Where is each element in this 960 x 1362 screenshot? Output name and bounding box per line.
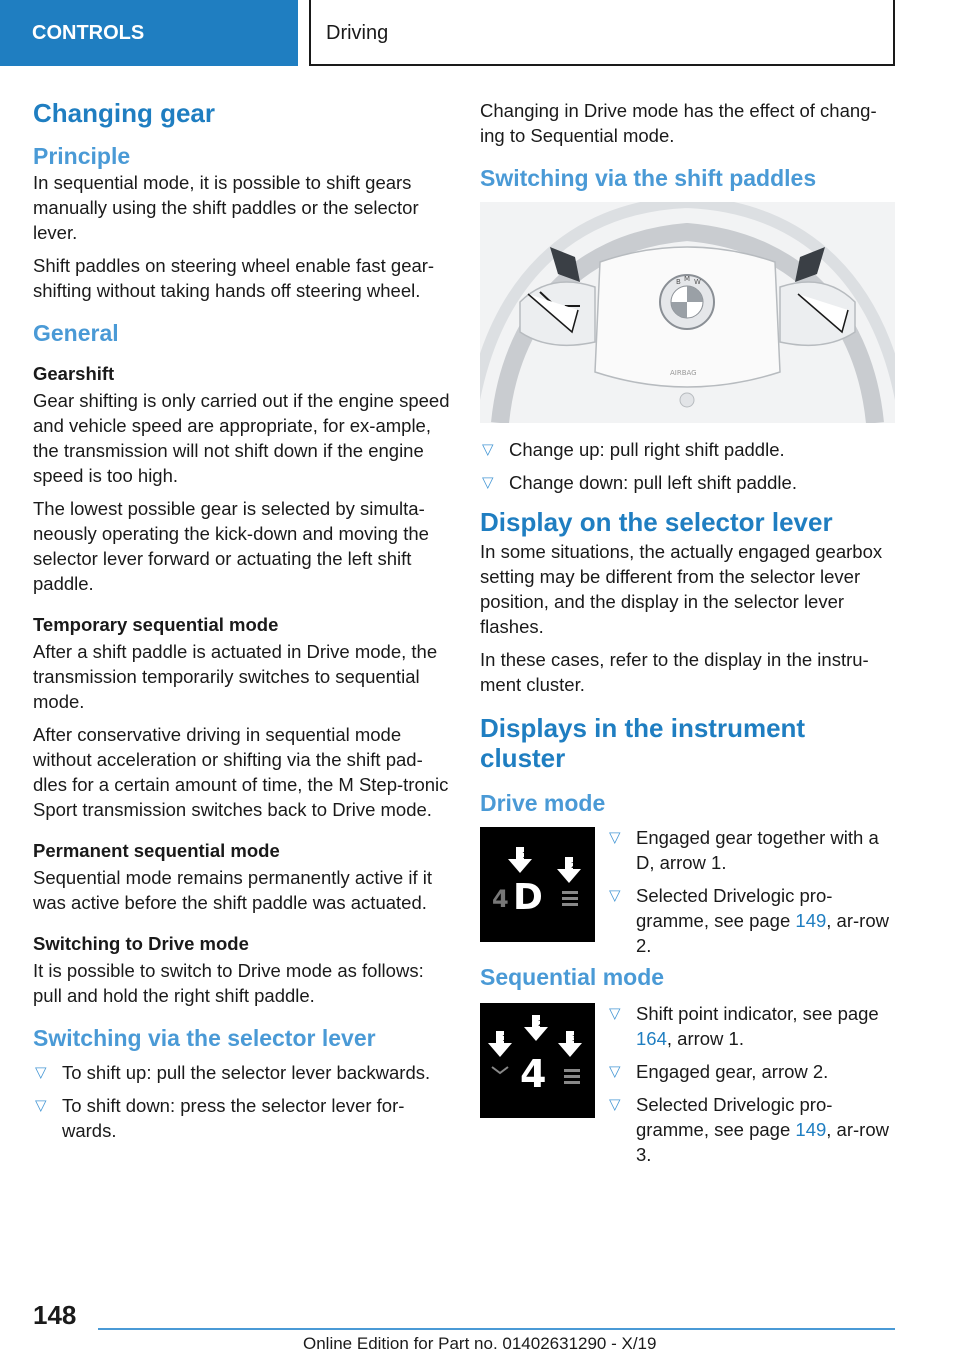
gear-number: 4	[492, 885, 509, 913]
logo-letter: M	[684, 275, 691, 283]
logo-letter: W	[694, 278, 701, 286]
sequential-mode-display	[480, 1003, 595, 1118]
list-item: ▽ Shift point indicator, see page 164, arrow 1.	[609, 1003, 879, 1049]
temporary-sequential-heading: Temporary sequential mode	[33, 614, 279, 635]
triangle-down-icon: ▽	[609, 829, 621, 846]
switch-drive-paragraph: It is possible to switch to Drive mode as follows: pull and hold the right shift paddle.	[33, 960, 424, 1006]
sequential-mode-heading: Sequential mode	[480, 964, 665, 990]
principle-paragraph-2: Shift paddles on steering wheel enable fast gear-shifting without taking hands off steering wheel.	[33, 255, 435, 301]
selector-display-paragraph-1: In some situations, the actually engaged gearbox setting may be different from the selector lever position, and the display in the selector lever flashes.	[480, 541, 883, 637]
gearshift-heading: Gearshift	[33, 363, 115, 384]
triangle-down-icon: ▽	[482, 441, 494, 458]
permanent-sequential-heading: Permanent sequential mode	[33, 840, 280, 861]
selector-lever-list	[33, 1060, 451, 1143]
list-item: ▽ Change down: pull left shift paddle.	[482, 472, 797, 493]
header-divider	[309, 0, 311, 66]
selector-display-heading: Display on the selector lever	[480, 507, 833, 537]
arrow-label: 1	[522, 851, 528, 860]
header-rule	[311, 64, 895, 66]
drivelogic-icon	[562, 891, 578, 906]
list-item: ▽ To shift up: pull the selector lever backwards.	[35, 1062, 431, 1083]
triangle-down-icon: ▽	[609, 1096, 621, 1113]
selector-lever-heading: Switching via the selector lever	[33, 1025, 376, 1051]
drive-mode-row	[480, 825, 895, 955]
list-item: ▽ Selected Drivelogic pro-gramme, see page 149, ar-row 3.	[609, 1094, 889, 1165]
general-heading: General	[33, 320, 119, 346]
arrow-label: 3	[572, 1034, 578, 1043]
arrow-label: 2	[538, 1019, 544, 1028]
chapter-title: Driving	[326, 21, 389, 44]
right-column	[480, 98, 895, 1165]
gearshift-paragraph-1: Gear shifting is only carried out if the engine speed and vehicle speed are appropriate, for ex-ample, the transmission will not shift down if the engine speed is too high.	[33, 390, 450, 486]
selector-display-paragraph-2: In these cases, refer to the display in the instru-ment cluster.	[480, 649, 869, 695]
sequential-mode-text	[607, 1001, 897, 1175]
logo-letter: B	[676, 278, 681, 286]
drivelogic-icon	[564, 1069, 580, 1084]
page-link[interactable]: 149	[795, 910, 827, 931]
arrow-label: 1	[502, 1034, 508, 1043]
gear-mode: D	[513, 877, 543, 918]
drive-mode-heading: Drive mode	[480, 790, 606, 816]
shift-paddles-list	[480, 437, 895, 495]
page-number: 148	[33, 1300, 77, 1330]
left-column	[33, 98, 451, 1151]
triangle-down-icon: ▽	[609, 1063, 621, 1080]
intro-paragraph: Changing in Drive mode has the effect of chang-ing to Sequential mode.	[480, 100, 877, 146]
permanent-paragraph: Sequential mode remains permanently active if it was active before the shift paddle was actuated.	[33, 867, 432, 913]
steering-wheel-illustration	[480, 202, 895, 423]
page-link[interactable]: 164	[636, 1028, 667, 1049]
header-rule-right	[893, 0, 895, 66]
temporary-paragraph-1: After a shift paddle is actuated in Drive mode, the transmission temporarily switches to sequential mode.	[33, 641, 438, 712]
sequential-mode-row	[480, 1001, 895, 1165]
page-title: Changing gear	[33, 98, 216, 128]
list-item: ▽ Change up: pull right shift paddle.	[482, 439, 785, 460]
triangle-down-icon: ▽	[609, 887, 621, 904]
section-tab[interactable]	[0, 0, 298, 66]
principle-heading: Principle	[33, 143, 131, 169]
gearshift-paragraph-2: The lowest possible gear is selected by simulta-neously operating the kick-down and moving the selector lever forward or actuating the left shift paddle.	[33, 498, 429, 594]
instrument-cluster-heading: Displays in the instrument cluster	[480, 713, 806, 773]
triangle-down-icon: ▽	[35, 1097, 47, 1114]
drive-mode-text	[607, 825, 897, 966]
section-label: CONTROLS	[32, 21, 145, 44]
list-item: ▽ Selected Drivelogic pro-gramme, see page 149, ar-row 2.	[609, 885, 889, 956]
principle-paragraph-1: In sequential mode, it is possible to shift gears manually using the shift paddles or the selector lever.	[33, 172, 419, 243]
gear-number: 4	[520, 1052, 547, 1096]
shift-paddles-heading: Switching via the shift paddles	[480, 165, 817, 191]
airbag-label: AIRBAG	[670, 369, 697, 377]
list-item: ▽ Engaged gear, arrow 2.	[609, 1061, 829, 1082]
edition-text: Online Edition for Part no. 01402631290 - X/19	[303, 1334, 657, 1353]
drive-mode-display	[480, 827, 595, 942]
temporary-paragraph-2: After conservative driving in sequential mode without acceleration or shifting via the shift pad-dles for a certain amount of time, the M Step-tronic Sport transmission switches back to Drive mode.	[33, 724, 449, 820]
arrow-label: 2	[571, 861, 577, 870]
switch-drive-heading: Switching to Drive mode	[33, 933, 249, 954]
page-header	[0, 0, 960, 66]
list-item: ▽ To shift down: press the selector lever for-wards.	[35, 1095, 405, 1141]
footer-rule	[98, 1328, 895, 1330]
triangle-down-icon: ▽	[35, 1064, 47, 1081]
triangle-down-icon: ▽	[609, 1005, 621, 1022]
triangle-down-icon: ▽	[482, 474, 494, 491]
page-link[interactable]: 149	[795, 1119, 827, 1140]
list-item: ▽ Engaged gear together with a D, arrow 1.	[609, 827, 879, 873]
